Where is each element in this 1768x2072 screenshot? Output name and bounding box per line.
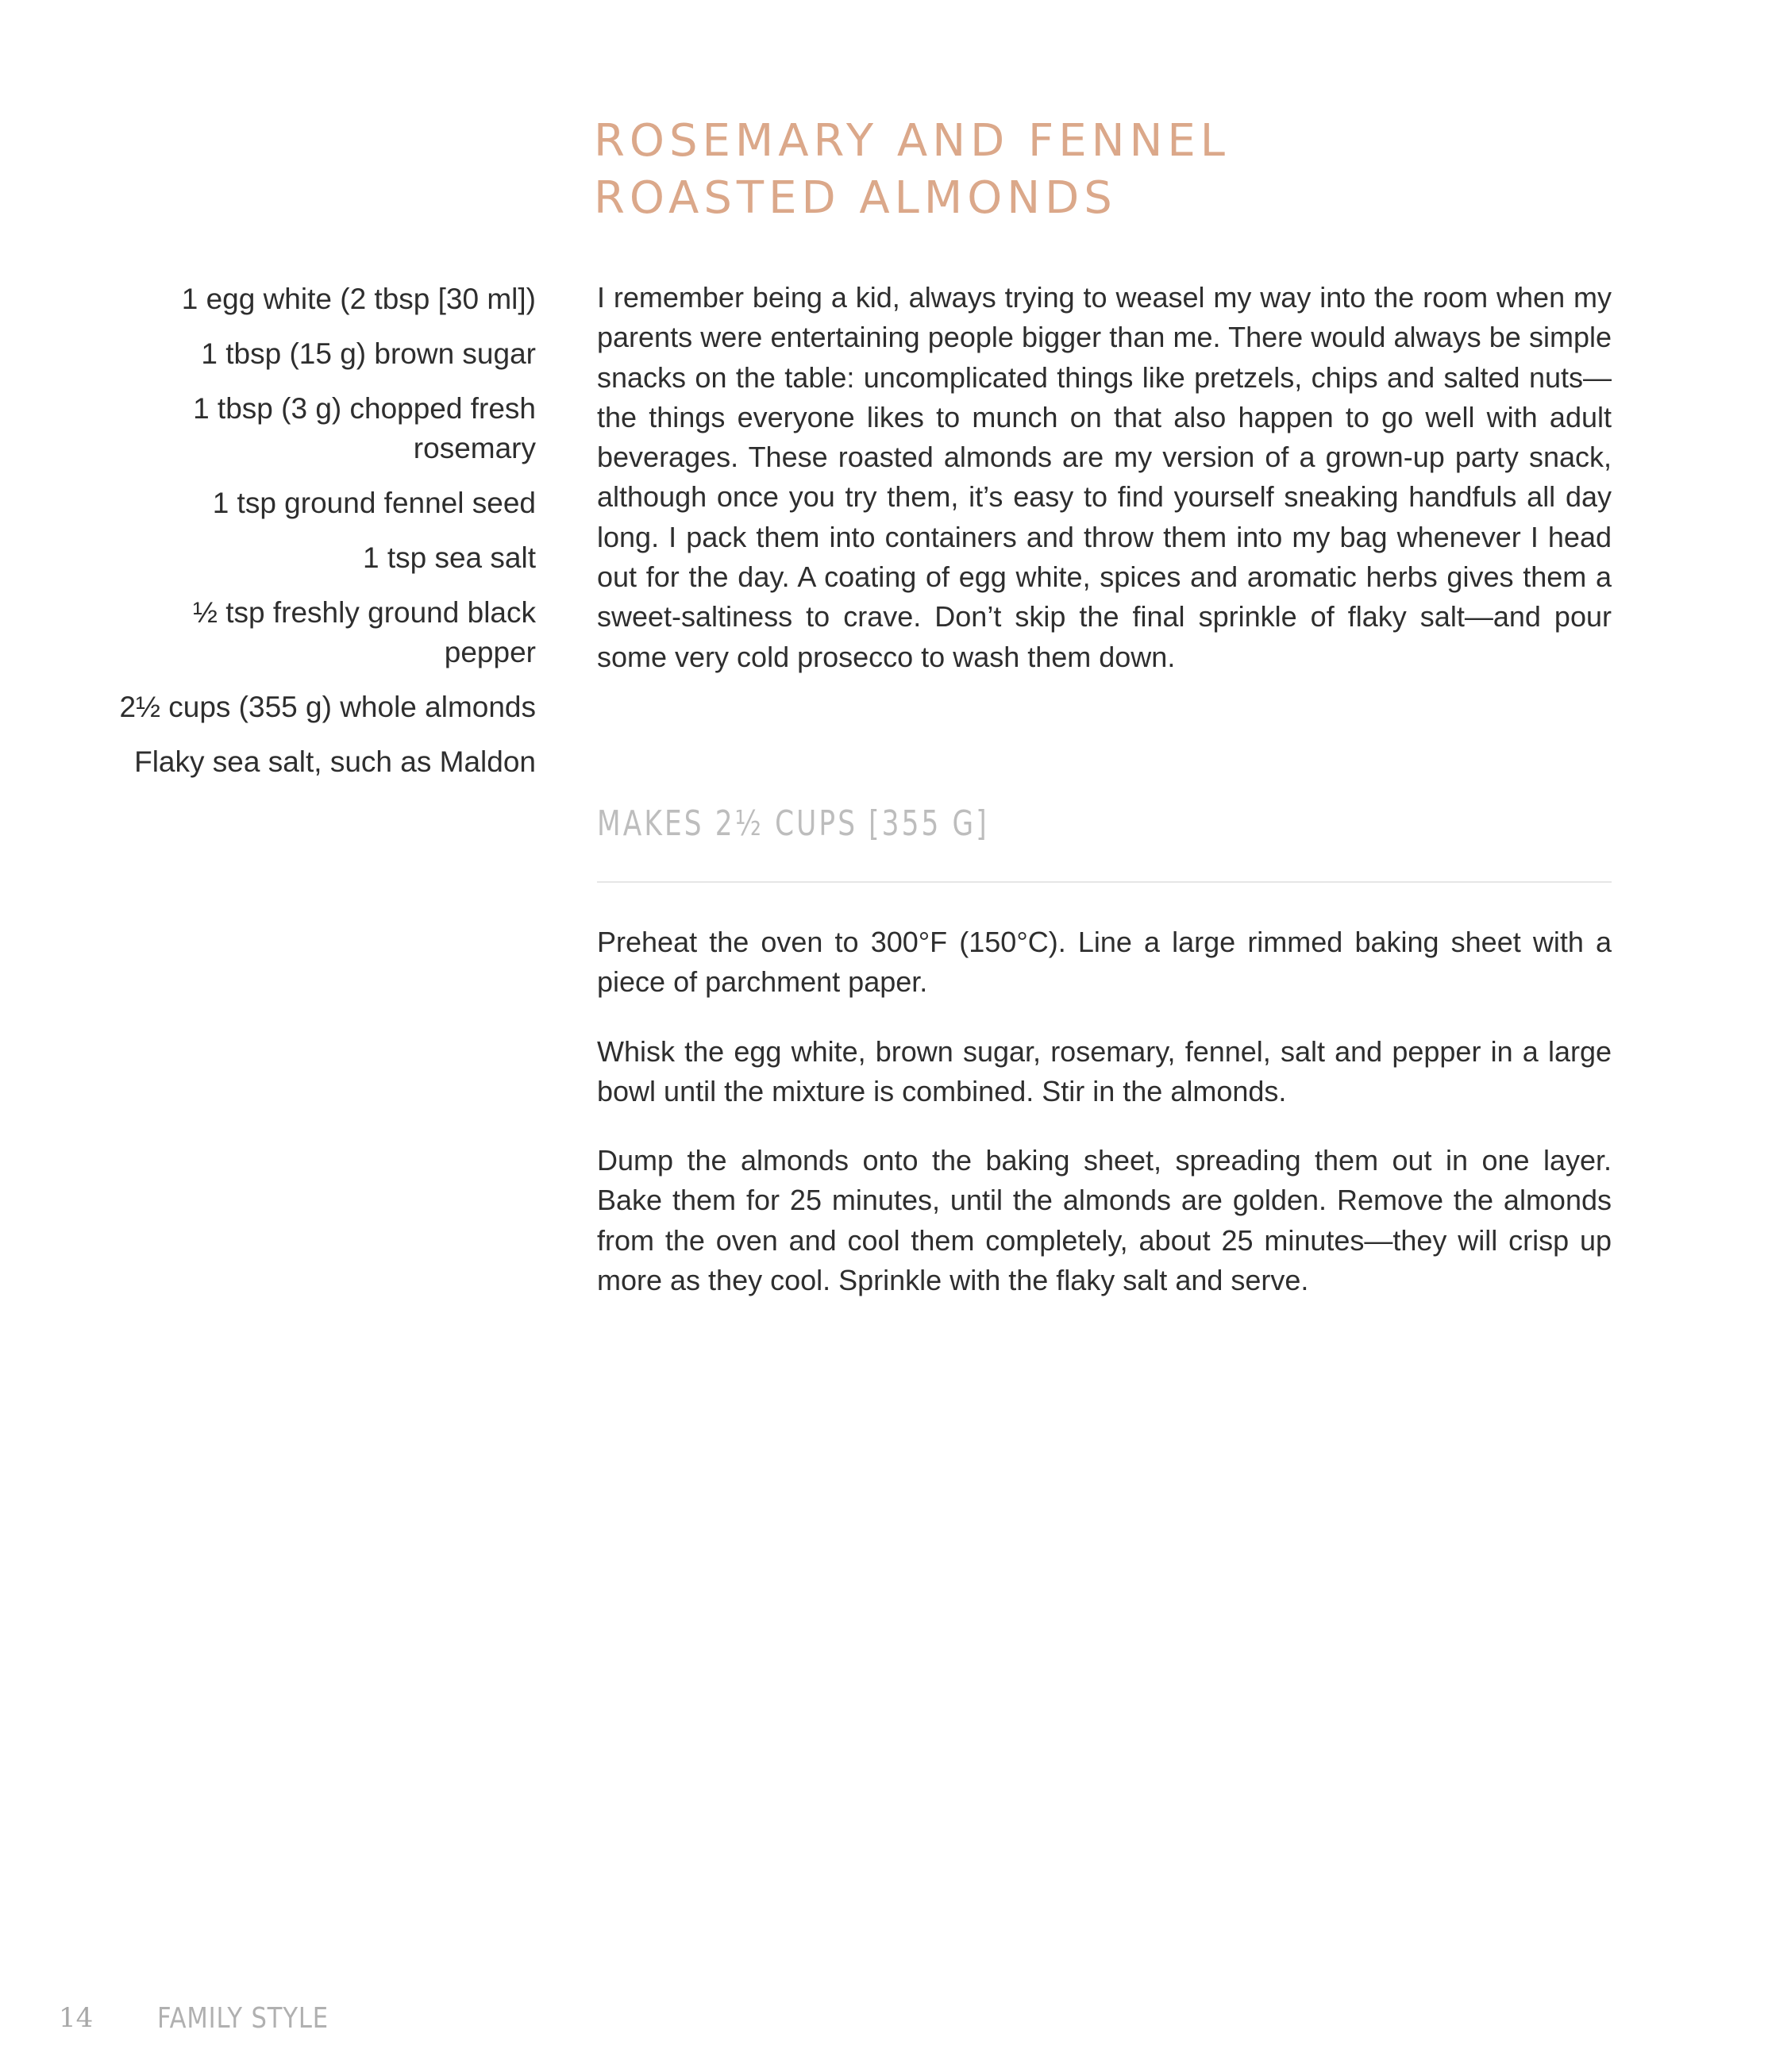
ingredient-item: 1 egg white (2 tbsp [30 ml]) — [181, 283, 536, 315]
ingredient-item: ½ tsp freshly ground black pepper — [193, 596, 536, 668]
recipe-intro: I remember being a kid, always trying to weasel my way into the room when my parents were entertaining people bigger than me. There would always be simple snacks on the table: uncomplicated things like pretzels, chips and salted nuts—the things everyone likes to munch on that also happen to go well with adult beverages. These roasted almonds are my version of a grown-up party snack, although once you try them, it’s easy to find yourself sneaking handfuls all day long. I pack them into containers and throw them into my bag whenever I head out for the day. A coating of egg white, spices and aromatic herbs gives them a sweet-saltiness to crave. Don’t skip the final sprinkle of flaky salt—and pour some very cold prosecco to wash them down. — [597, 281, 1612, 673]
recipe-title-line-1: ROSEMARY AND FENNEL — [594, 114, 1230, 167]
ingredient-item: Flaky sea salt, such as Maldon — [134, 745, 536, 778]
section-divider — [597, 881, 1612, 883]
page-number: 14 — [59, 2002, 94, 2034]
step-1: Preheat the oven to 300°F (150°C). Line a large rimmed baking sheet with a piece of parchment paper. — [597, 926, 1612, 999]
ingredient-list — [48, 279, 536, 797]
recipe-title — [594, 113, 1626, 227]
ingredient-item: 1 tsp ground fennel seed — [212, 487, 536, 519]
recipe-steps — [597, 922, 1612, 1330]
running-footer-title: FAMILY STYLE — [157, 2002, 329, 2035]
ingredient-item: 1 tsp sea salt — [362, 541, 536, 574]
step-2: Whisk the egg white, brown sugar, rosemary, fennel, salt and pepper in a large bowl until the mixture is combined. Stir in the almonds. — [597, 1034, 1612, 1107]
step-3: Dump the almonds onto the baking sheet, spreading them out in one layer. Bake them for 25 minutes, until the almonds are golden. Remove the almonds from the oven and cool them completely, about 25 minutes—they will crisp up more as they cool. Sprinkle with the flaky salt and serve. — [597, 1144, 1612, 1297]
ingredient-item: 2½ cups (355 g) whole almonds — [119, 691, 536, 723]
recipe-title-line-2: ROASTED ALMONDS — [594, 171, 1117, 224]
ingredient-item: 1 tbsp (3 g) chopped fresh rosemary — [193, 392, 536, 464]
yield-heading: MAKES 2½ CUPS [355 G] — [597, 803, 989, 844]
ingredient-item: 1 tbsp (15 g) brown sugar — [201, 337, 536, 370]
